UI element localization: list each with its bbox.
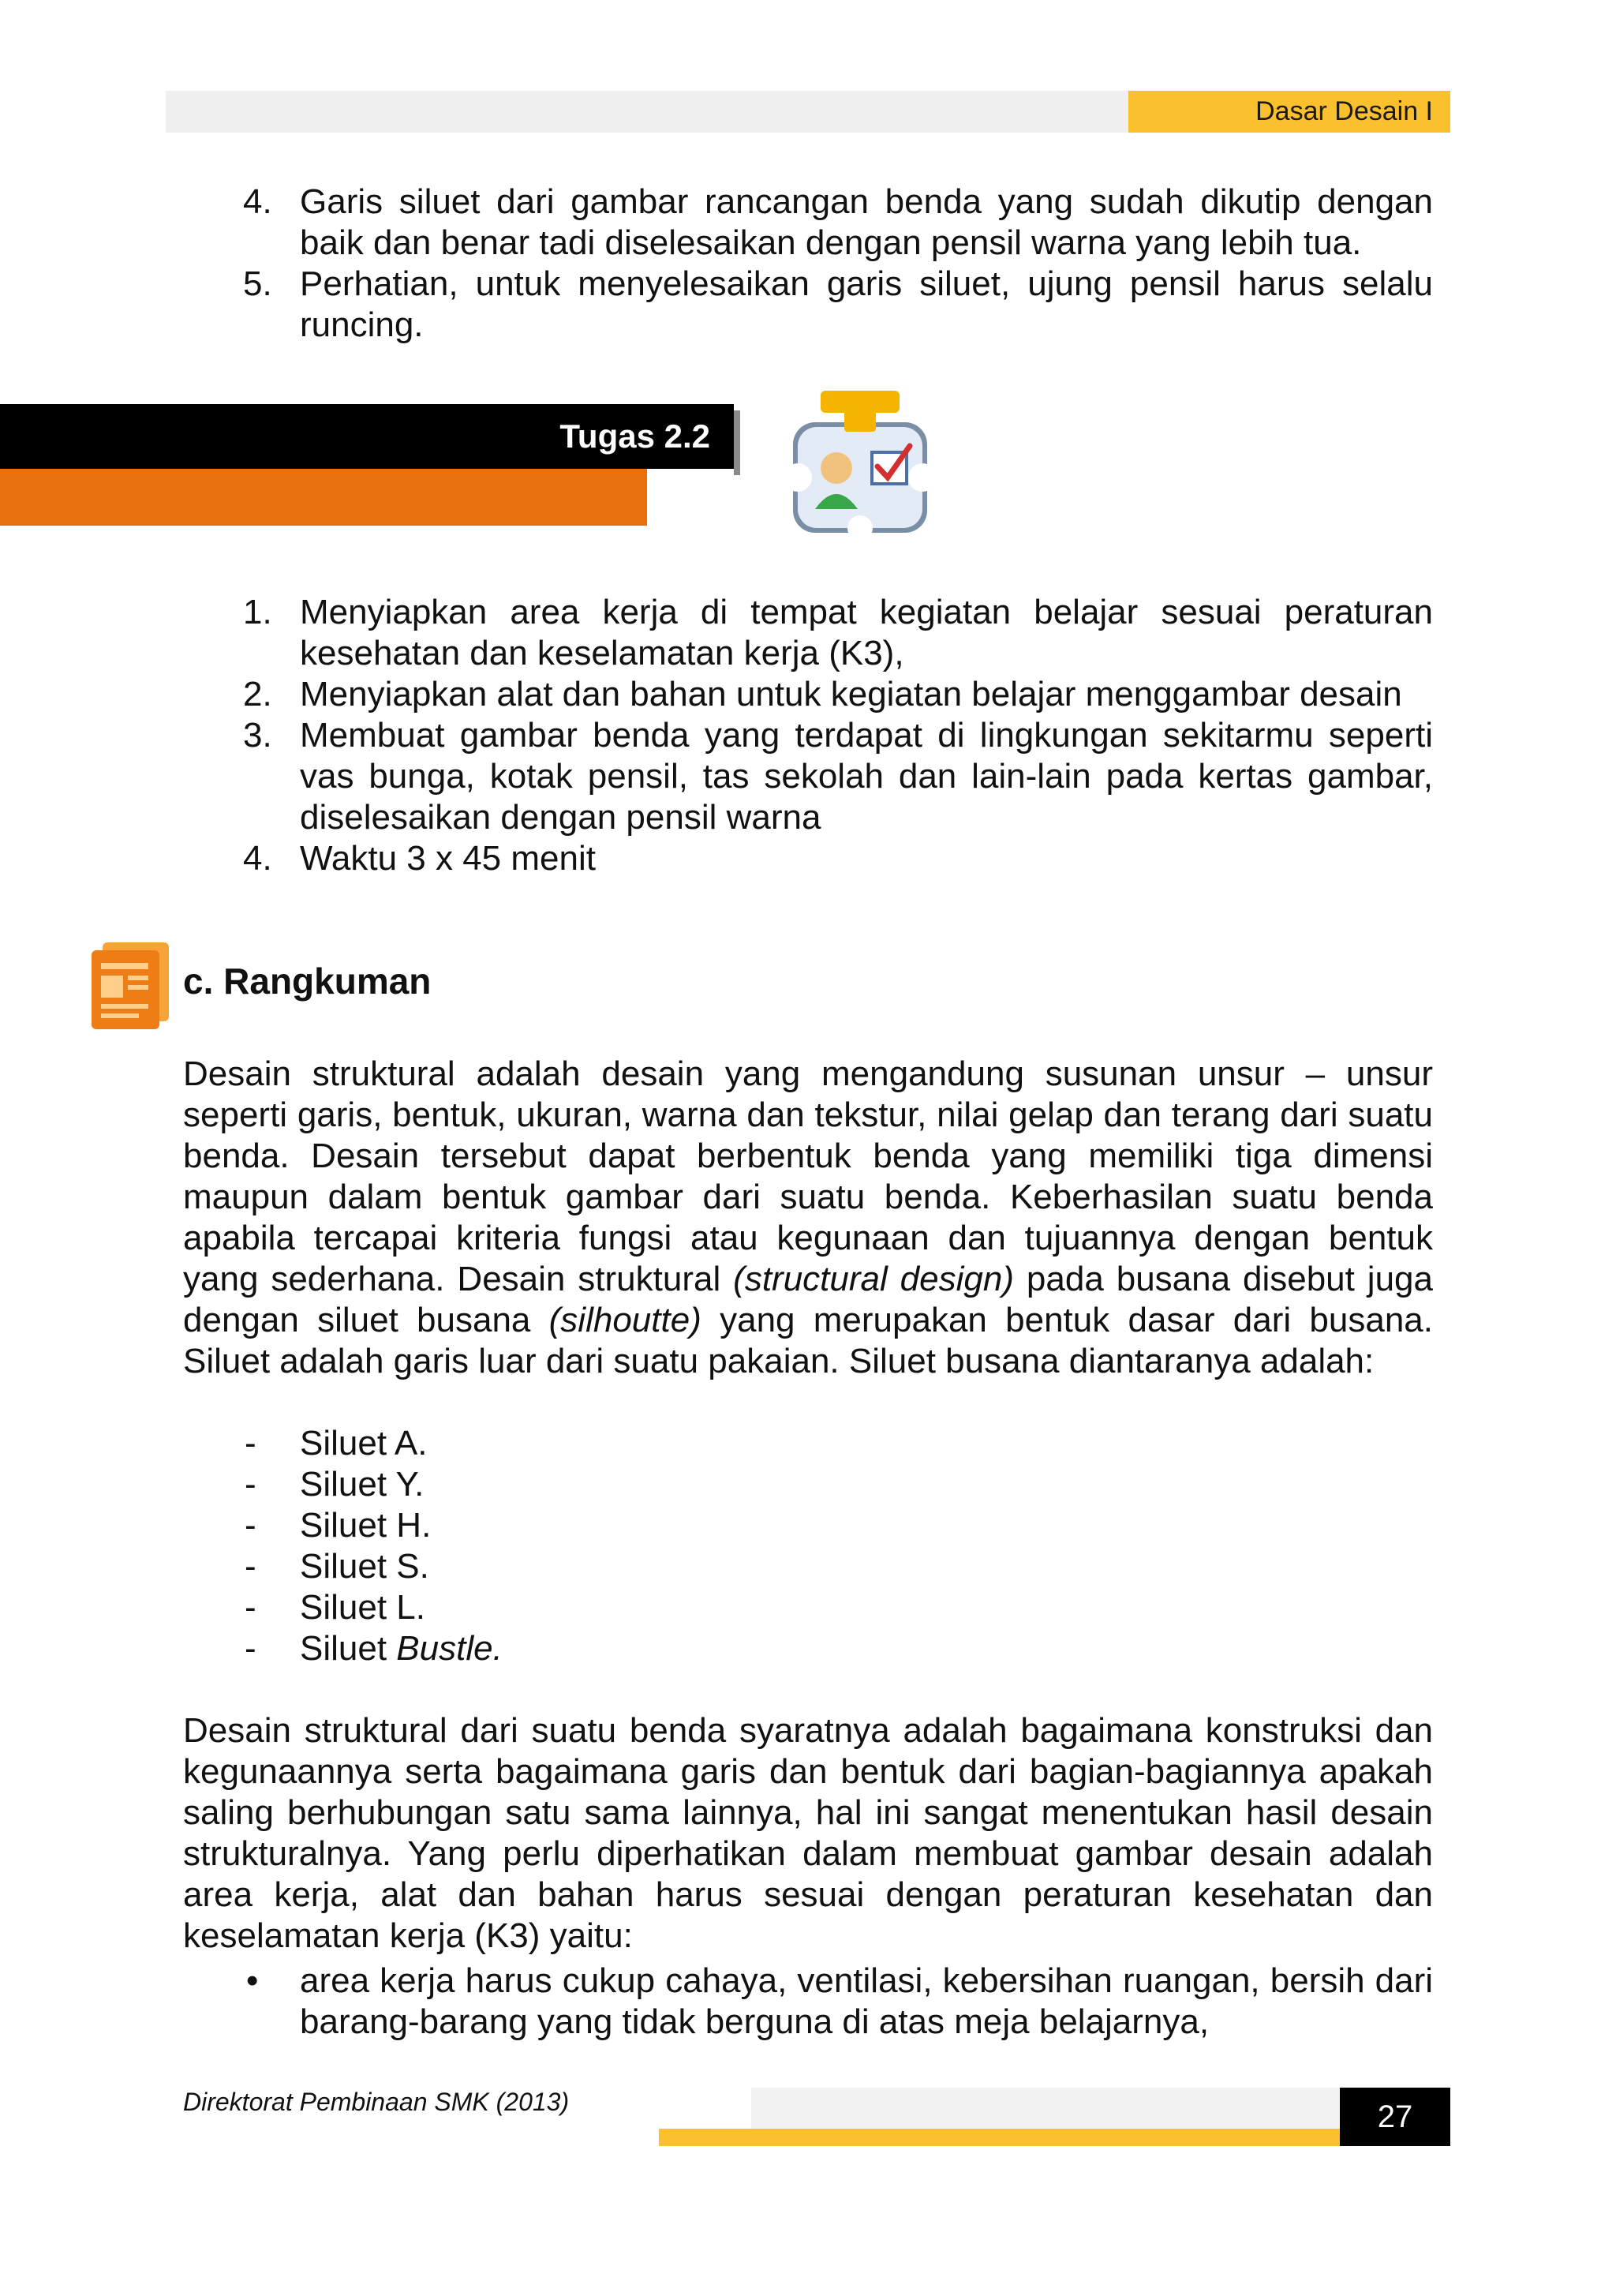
- list-text: Siluet S.: [300, 1547, 429, 1586]
- list-item: [183, 592, 1433, 674]
- text-run-italic: (silhoutte): [548, 1301, 701, 1339]
- list-item: [183, 1423, 1433, 1464]
- silhouette-list: [183, 1423, 1433, 1669]
- task-checklist-icon: [785, 391, 943, 541]
- list-dash: -: [245, 1629, 256, 1668]
- list-item: [183, 1505, 1433, 1546]
- task-banner: [0, 404, 734, 469]
- list-text: Membuat gambar benda yang terdapat di lingkungan sekitarmu seperti vas bunga, kotak pensil, tas sekolah dan lain-lain pada kertas gambar, diselesaikan dengan pensil warna: [300, 716, 1433, 837]
- list-text: Perhatian, untuk menyelesaikan garis siluet, ujung pensil harus selalu runcing.: [300, 264, 1433, 344]
- text-run: yang merupakan bentuk dasar dari busana. Siluet adalah garis luar dari suatu pakaian. Siluet busana diantaranya adalah:: [183, 1301, 1433, 1380]
- task-banner-shadow: [734, 410, 740, 475]
- list-item: [183, 264, 1433, 346]
- text-run: Desain struktural adalah desain yang mengandung susunan unsur – unsur seperti garis, bentuk, ukuran, warna dan tekstur, nilai gelap dan terang dari suatu benda. Desain tersebut dapat berbentuk benda yang memiliki tiga dimensi maupun dalam bentuk gambar dari suatu benda. Keberhasilan suatu benda apabila tercapai kriteria fungsi atau kegunaan dan tujuannya dengan bentuk yang sederhana. Desain struktural: [183, 1054, 1433, 1298]
- list-bullet: •: [246, 1961, 259, 2000]
- list-text: Siluet L.: [300, 1588, 425, 1627]
- list-item: [183, 1546, 1433, 1587]
- summary-paragraph: [183, 1054, 1433, 1382]
- list-text-italic: Bustle.: [396, 1629, 503, 1668]
- list-item: [183, 1464, 1433, 1505]
- list-item: [183, 1961, 1433, 2043]
- list-text: Siluet A.: [300, 1424, 428, 1463]
- list-number: 4.: [243, 182, 272, 221]
- summary-paragraph-2: Desain struktural dari suatu benda syaratnya adalah bagaimana konstruksi dan kegunaannya serta bagaimana garis dan bentuk dari bagian-bagiannya apakah saling berhubungan satu sama lainnya, hal ini sangat menentukan hasil desain strukturalnya. Yang perlu diperhatikan dalam membuat gambar desain adalah area kerja, alat dan bahan harus sesuai dengan peraturan kesehatan dan keselamatan kerja (K3) yaitu:: [183, 1711, 1433, 1955]
- list-text: Siluet Y.: [300, 1465, 425, 1504]
- list-text: Waktu 3 x 45 menit: [300, 839, 596, 878]
- header-title: Dasar Desain I: [1128, 91, 1450, 133]
- text-run-italic: (structural design): [733, 1260, 1014, 1298]
- footer-bar: [751, 2088, 1340, 2129]
- list-item: [183, 1587, 1433, 1628]
- footer-accent: [659, 2129, 1340, 2146]
- list-item: [183, 182, 1433, 264]
- list-number: 4.: [243, 839, 272, 878]
- k3-bullet-list: [183, 1961, 1433, 2043]
- list-number: 2.: [243, 675, 272, 714]
- list-dash: -: [245, 1506, 256, 1545]
- list-item: [183, 674, 1433, 715]
- list-dash: -: [245, 1424, 256, 1463]
- document-stack-icon: [88, 939, 174, 1031]
- list-text: area kerja harus cukup cahaya, ventilasi, kebersihan ruangan, bersih dari barang-barang yang tidak berguna di atas meja belajarnya,: [300, 1961, 1433, 2041]
- list-text: Siluet H.: [300, 1506, 432, 1545]
- list-number: 3.: [243, 716, 272, 755]
- task-label: Tugas 2.2: [559, 418, 710, 455]
- list-text: Menyiapkan alat dan bahan untuk kegiatan belajar menggambar desain: [300, 675, 1402, 714]
- list-number: 1.: [243, 593, 272, 631]
- page-number: 27: [1340, 2088, 1450, 2146]
- list-dash: -: [245, 1588, 256, 1627]
- top-list: [183, 182, 1433, 346]
- footer-publisher: Direktorat Pembinaan SMK (2013): [183, 2088, 570, 2116]
- list-text: Siluet: [300, 1629, 397, 1668]
- list-text: Garis siluet dari gambar rancangan benda yang sudah dikutip dengan baik dan benar tadi diselesaikan dengan pensil warna yang lebih tua.: [300, 182, 1433, 262]
- section-heading: c. Rangkuman: [183, 961, 432, 1002]
- list-item: [183, 715, 1433, 838]
- task-banner-accent: [0, 469, 647, 526]
- list-dash: -: [245, 1465, 256, 1504]
- list-item: [183, 1628, 1433, 1669]
- list-item: [183, 838, 1433, 879]
- list-number: 5.: [243, 264, 272, 303]
- list-text: Menyiapkan area kerja di tempat kegiatan belajar sesuai peraturan kesehatan dan keselamatan kerja (K3),: [300, 593, 1433, 672]
- text-run: pada busana disebut juga dengan siluet busana: [183, 1260, 1433, 1339]
- task-list: [183, 592, 1433, 879]
- list-dash: -: [245, 1547, 256, 1586]
